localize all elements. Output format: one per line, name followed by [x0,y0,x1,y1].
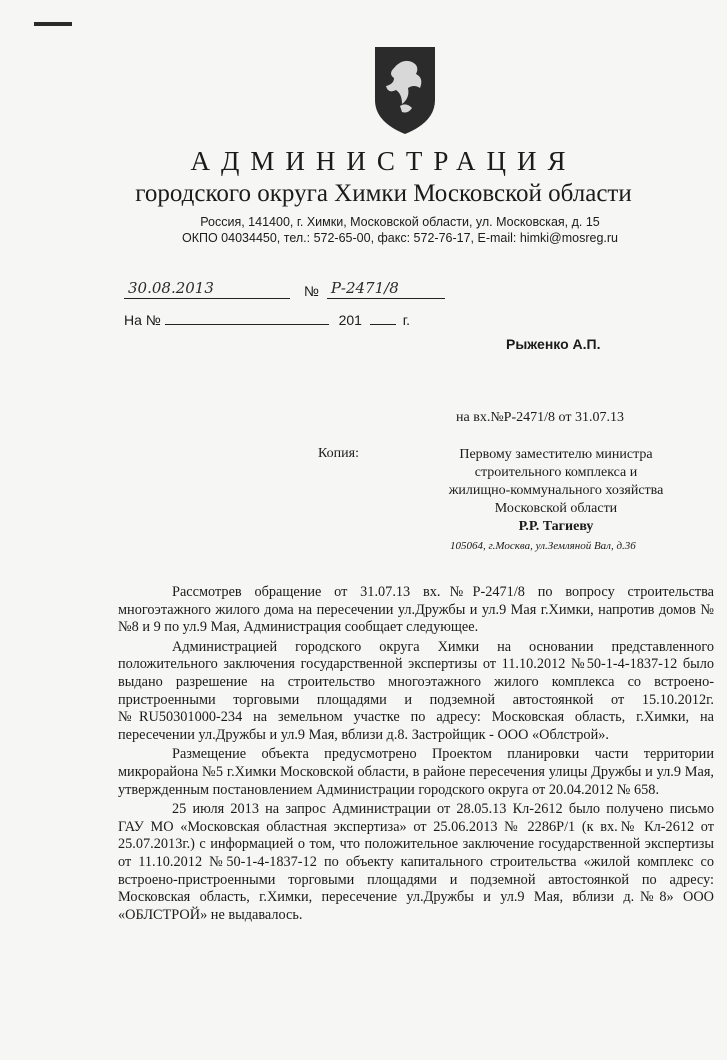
copy-recipient-address: 105064, г.Москва, ул.Земляной Вал, д.36 [450,540,636,552]
year-suffix: г. [402,312,411,328]
coat-of-arms-icon [372,44,438,136]
year-text: 201 [338,312,362,328]
registration-line [124,280,445,299]
incoming-reference: на вх.№Р-2471/8 от 31.07.13 [456,410,624,425]
org-contacts: ОКПО 04034450, тел.: 572-65-00, факс: 572-76-17, E-mail: himki@mosreg.ru [182,231,618,245]
number-field [327,280,445,299]
handwritten-number: Р-2471/8 [330,279,399,297]
letter-body [118,584,714,924]
org-address: Россия, 141400, г. Химки, Московской области, ул. Московская, д. 15 [200,215,600,229]
scan-mark [34,22,72,26]
copy-line: строительного комплекса и [474,465,638,480]
paragraph: Размещение объекта предусмотрено Проектом планировки части территории микрорайона №5 г.Химки Московской области, в районе пересечения улицы Дружбы и ул.9 Мая, утвержденным постановлением Администрации городского округа от 20.04.2012 № 658. [118,746,714,798]
copy-recipient-name: Р.Р. Тагиеву [518,519,594,534]
reply-number-blank [165,312,329,325]
org-subtitle: городского округа Химки Московской области [135,180,632,207]
date-field [124,280,290,299]
copy-label: Копия: [318,446,359,461]
copy-recipient [424,446,688,536]
reply-line [124,312,410,328]
org-title: АДМИНИСТРАЦИЯ [190,146,577,176]
year-blank [370,312,396,325]
copy-line: Московской области [494,501,618,516]
paragraph: Рассмотрев обращение от 31.07.13 вх.№Р-2471/8 по вопросу строительства многоэтажного жилого дома на пересечении ул.Дружбы и ул.9 Мая г.Химки, напротив домов №№8 и 9 по ул.9 Мая, Администрация сообщает следующее. [118,584,714,636]
number-label: № [303,283,319,299]
copy-line: Первому заместителю министра [459,447,653,462]
reply-label: На № [124,312,161,328]
paragraph: Администрацией городского округа Химки на основании представленного положительного заключения государственной экспертизы от 11.10.2012 №50-1-4-1837-12 было выдано разрешение на строительство многоэтажного жилого комплекса со встроено-пристроенными торговыми площадями и подземной автостоянкой от 15.10.2012г. №RU50301000-234 на земельном участке по адресу: Московская область, г.Химки, на пересечении ул.Дружбы и ул.9 Мая, вблизи д.8. Застройщик - ООО «Облстрой». [118,638,714,743]
paragraph: 25 июля 2013 на запрос Администрации от 28.05.13 Кл-2612 было получено письмо ГАУ МО «Московская областная экспертиза» от 25.06.2013 № 2286Р/1 (к вх.№ Кл-2612 от 25.07.2013г.) с информацией о том, что положительное заключение государственной экспертизы от 11.10.2012 №50-1-4-1837-12 по объекту капитального строительства «жилой комплекс со встроено-пристроенными торговыми площадями и подземной автостоянкой по адресу: Московская область, г.Химки, пересечение ул.Дружбы и ул.9 Мая, вблизи д.№8» ООО «ОБЛСТРОЙ» не выдавалось. [118,801,714,923]
copy-line: жилищно-коммунального хозяйства [448,483,664,498]
handwritten-date: 30.08.2013 [128,279,214,297]
recipient-name: Рыженко А.П. [506,336,601,352]
